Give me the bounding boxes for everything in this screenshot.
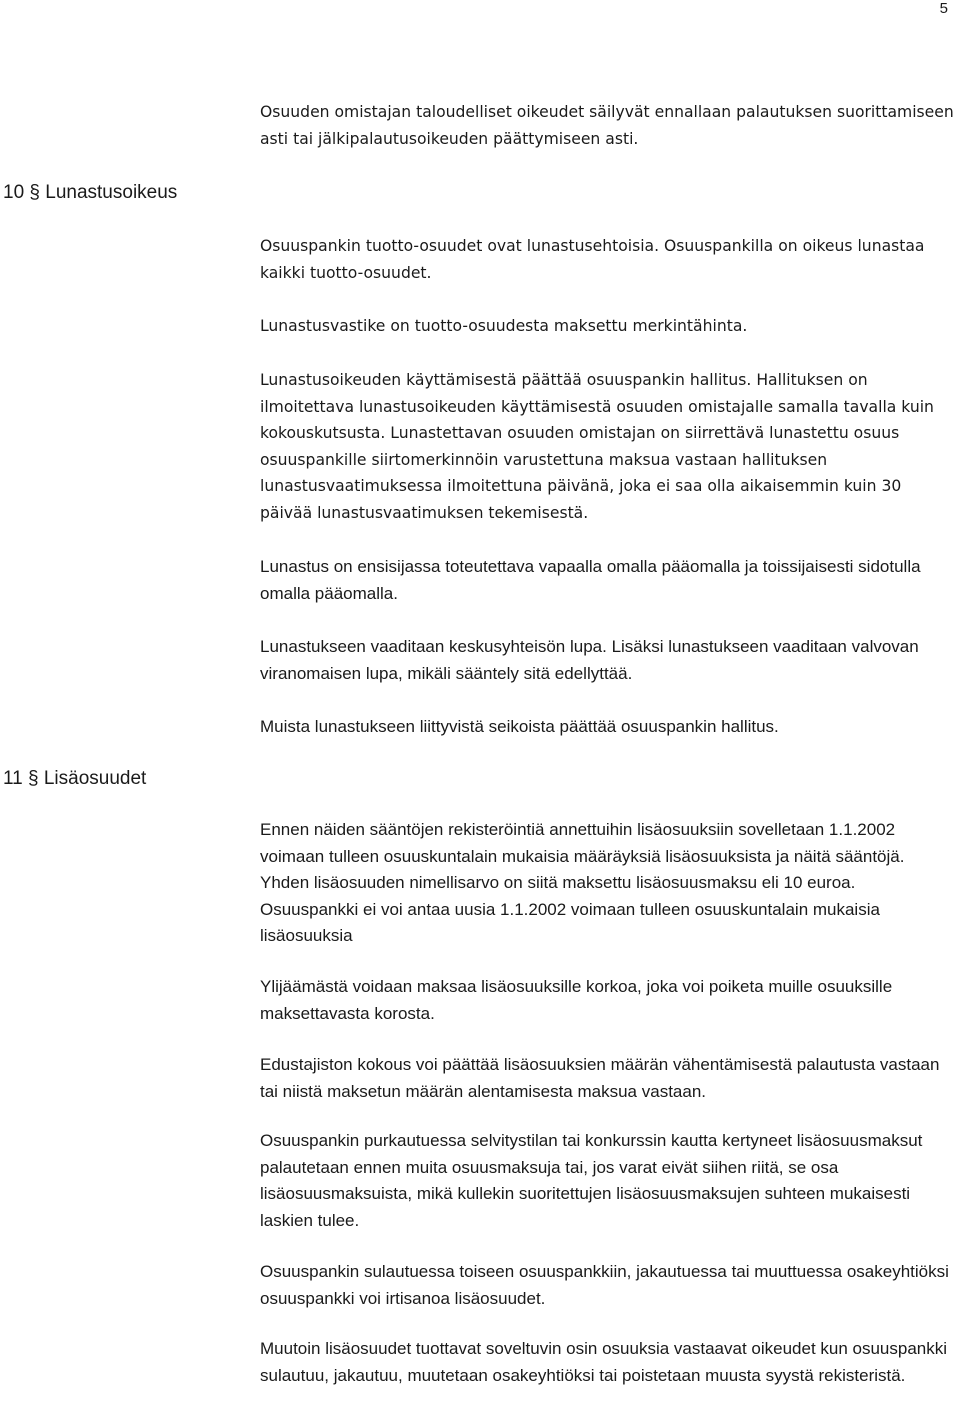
section-10-paragraph-5: Lunastukseen vaaditaan keskusyhteisön lupa. Lisäksi lunastukseen vaaditaan valvovan viranomaisen lupa, mikäli sääntely sitä edellyttää. [260, 637, 919, 683]
section-10-paragraph-6: Muista lunastukseen liittyvistä seikoista päättää osuuspankin hallitus. [260, 717, 779, 736]
section-10-paragraph-2: Lunastusvastike on tuotto-osuudesta maksettu merkintähinta. [260, 317, 748, 335]
intro-paragraph: Osuuden omistajan taloudelliset oikeudet säilyvät ennallaan palautuksen suorittamiseen asti tai jälkipalautusoikeuden päättymiseen asti. [260, 103, 954, 148]
section-10-paragraph-4: Lunastus on ensisijassa toteutettava vapaalla omalla pääomalla ja toissijaisesti sidotulla omalla pääomalla. [260, 557, 921, 603]
page-number: 5 [939, 0, 948, 17]
section-10-heading: 10 § Lunastusoikeus [3, 182, 178, 203]
section-11-paragraph-5: Osuuspankin sulautuessa toiseen osuuspankkiin, jakautuessa tai muuttuessa osakeyhtiöksi osuuspankki voi irtisanoa lisäosuudet. [260, 1262, 949, 1308]
section-11-paragraph-3: Edustajiston kokous voi päättää lisäosuuksien määrän vähentämisestä palautusta vastaan tai niistä maksetun määrän alentamisesta maksua vastaan. [260, 1055, 940, 1101]
section-11-paragraph-6: Muutoin lisäosuudet tuottavat soveltuvin osin osuuksia vastaavat oikeudet kun osuuspankki sulautuu, jakautuu, muutetaan osakeyhtiöksi tai poistetaan muusta syystä rekisteristä. [260, 1339, 948, 1385]
section-10-paragraph-1: Osuuspankin tuotto-osuudet ovat lunastusehtoisia. Osuuspankilla on oikeus lunastaa kaikki tuotto-osuudet. [260, 237, 925, 282]
section-11-paragraph-2: Ylijäämästä voidaan maksaa lisäosuuksille korkoa, joka voi poiketa muille osuuksille maksettavasta korosta. [260, 977, 893, 1023]
section-11-paragraph-1: Ennen näiden sääntöjen rekisteröintiä annettuihin lisäosuuksiin sovelletaan 1.1.2002 voimaan tulleen osuuskuntalain mukaisia määräyksiä lisäosuuksista ja näitä sääntöjä. Yhden lisäosuuden nimellisarvo on siitä maksettu lisäosuusmaksu eli 10 euroa. Osuuspankki ei voi antaa uusia 1.1.2002 voimaan tulleen osuuskuntalain mukaisia lisäosuuksia [260, 820, 905, 945]
section-10-paragraph-3: Lunastusoikeuden käyttämisestä päättää osuuspankin hallitus. Hallituksen on ilmoitettava lunastusoikeuden käyttämisestä osuuden omistajalle samalla tavalla kuin kokouskutsusta. Lunastettavan osuuden omistajan on siirrettävä lunastettu osuus osuuspankille siirtomerkinnöin varustettuna maksua vastaan hallituksen lunastusvaatimuksessa ilmoitettuna päivänä, joka ei saa olla aikaisemmin kuin 30 päivää lunastusvaatimuksen tekemisestä. [260, 371, 934, 522]
section-11-paragraph-4: Osuuspankin purkautuessa selvitystilan tai konkurssin kautta kertyneet lisäosuusmaksut palautetaan ennen muita osuusmaksuja tai, jos varat eivät siihen riitä, se osa lisäosuusmaksuista, mikä kullekin suoritettujen lisäosuusmaksujen suhteen mukaisesti laskien tulee. [260, 1131, 923, 1230]
section-11-heading: 11 § Lisäosuudet [3, 768, 147, 789]
